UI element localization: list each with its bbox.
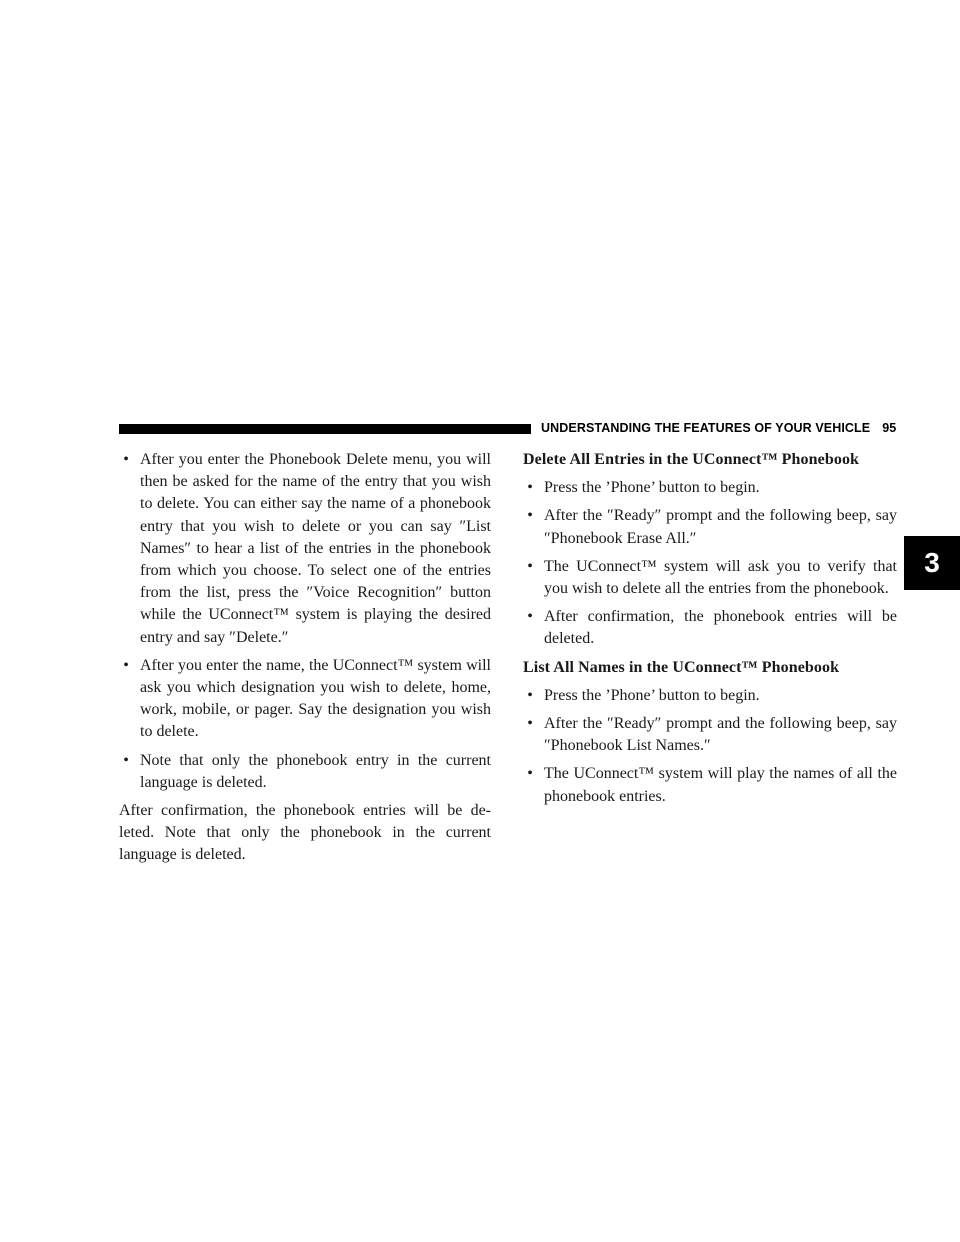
list-item [119,655,491,744]
list-item [523,556,897,600]
chapter-tab [904,536,960,590]
list-item-text: Press the ’Phone’ button to begin. [544,686,760,704]
left-column [119,449,491,867]
header-rule [119,424,531,434]
list-item-text: Press the ’Phone’ button to begin. [544,479,760,497]
list-item [119,449,491,649]
bullet-icon: • [527,608,533,626]
list-item-text: The UConnect™ system will ask you to verify that you wish to delete all the entries from the phonebook. [544,557,897,598]
list-item [523,477,897,499]
section-heading: Delete All Entries in the UConnect™ Phonebook [523,451,860,468]
list-item-text: Note that only the phonebook entry in the current language is deleted. [140,751,491,791]
list-item [523,763,897,807]
list-item [523,713,897,757]
bullet-icon: • [123,656,129,674]
list-item-text: After you enter the name, the UConnect™ system will ask you which designation you wish to delete, home, work, mobile, or pager. Say the designation you wish to delete. [140,656,491,741]
header-title: UNDERSTANDING THE FEATURES OF YOUR VEHICLE [541,421,871,435]
bullet-icon: • [527,686,533,704]
list-item [523,505,897,549]
bullet-icon: • [123,751,129,769]
list-item-text: After the ″Ready″ prompt and the following beep, say ″Phonebook List Names.″ [544,715,897,755]
list-item [523,685,897,707]
bullet-icon: • [527,479,533,497]
bullet-icon: • [123,451,129,468]
list-item-text: After the ″Ready″ prompt and the following beep, say ″Phonebook Erase All.″ [544,507,897,547]
section-heading: List All Names in the UConnect™ Phonebook [523,658,840,676]
list-item [119,750,491,794]
bullet-icon: • [527,557,533,575]
right-column [523,449,897,814]
bullet-icon: • [527,507,533,525]
list-item-text: After you enter the Phonebook Delete menu, you will then be asked for the name of the entry that you wish to delete. You can either say the name of a phonebook entry that you wish to delete or you can say ″List Names″ to hear a list of the entries in the phonebook from which you choose. To select one of the entries from the list, press the ″Voice Recognition″ button while the UConnect™ system is playing the desired entry and say ″Delete.″ [140,451,491,646]
list-item-text: The UConnect™ system will play the names of all the phonebook entries. [544,765,897,805]
list-item-text: After confirmation, the phonebook entries will be deleted. [544,608,897,648]
body-paragraph: After confirmation, the phonebook entries will be de-leted. Note that only the phonebook in the current language is deleted. [119,802,491,864]
bullet-icon: • [527,715,533,733]
bullet-icon: • [527,765,533,783]
running-header [541,421,896,435]
list-item [523,606,897,650]
page-number: 95 [882,421,897,435]
chapter-number: 3 [924,547,940,578]
